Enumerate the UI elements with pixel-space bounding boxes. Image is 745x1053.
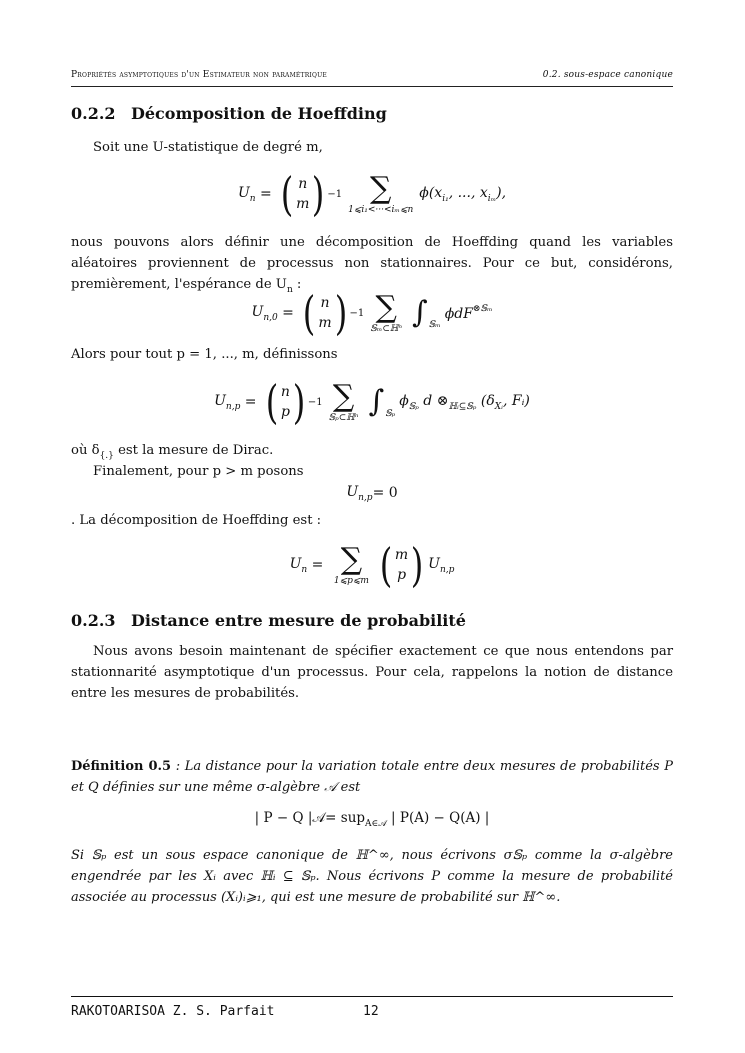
eq2-integral: ∫ 𝕊ₘ — [412, 295, 441, 330]
footer-author: RAKOTOARISOA Z. S. Parfait — [71, 1004, 275, 1019]
page-number: 12 — [363, 1004, 379, 1019]
eq4-lhs: $U_{n,p}$ — [346, 483, 373, 503]
eq3-lhs: $U_{n,p}$ — [214, 392, 241, 412]
paragraph-stationarity: Nous avons besoin maintenant de spécifier exactement ce que nous entendons par stationnarité asymptotique d'un processus. Pour cela, rappelons la notion de distance entre les mesures de probabilités. — [71, 644, 673, 701]
section-title: Distance entre mesure de probabilité — [131, 611, 466, 630]
eq2-sum: ∑ 𝕊ₘ⊂ℍⁿ — [370, 289, 403, 334]
eq2-exponent: −1 — [349, 307, 365, 319]
paragraph-dirac: où $\delta_{\{.\}}$ est la mesure de Dirac. — [71, 443, 274, 461]
paragraph-finally: Finalement, pour p > m posons — [93, 464, 304, 479]
running-header — [71, 70, 673, 87]
paragraph-decomposition: . La décomposition de Hoeffding est : — [71, 513, 322, 528]
paragraph-for-all-p: Alors pour tout p = 1, ..., m, définissons — [71, 347, 338, 362]
equation-un0: $U_{n,0}$ = ( n m ) −1 ∑ 𝕊ₘ⊂ℍⁿ ∫ 𝕊ₘ ϕdF$^{\otimes 𝕊_m}$ — [251, 286, 493, 340]
header-section: 0.2. sous-espace canonique — [542, 70, 673, 80]
section-number: 0.2.3 — [71, 611, 116, 630]
tv-formula: | P − Q |𝒜= sup$_{A\in 𝒜}$ | P(A) − Q(A) | — [254, 809, 490, 829]
eq5-binomial: ( m p ) — [379, 538, 424, 592]
eq1-exponent: −1 — [327, 188, 343, 200]
section-heading-distance — [71, 611, 466, 630]
equation-unp-zero — [71, 482, 673, 504]
eq3-binomial: ( n p ) — [265, 375, 306, 429]
equation-decomposition: $U_n$ = ∑ 1⩽p⩽m ( m p ) $U_{n,p}$ — [289, 538, 455, 592]
definition-label: Définition 0.5 — [71, 759, 172, 774]
eq3-term: $\phi_{𝕊_p}$ d $\otimes_{ℍᵢ⊆𝕊_p}$ ($\delta_{Xᵢ}$, Fᵢ) — [399, 392, 530, 412]
eq3-sum: ∑ 𝕊ₚ⊂ℍⁿ — [328, 378, 359, 423]
section-number: 0.2.2 — [71, 104, 116, 123]
eq2-lhs: $U_{n,0}$ — [251, 303, 278, 323]
eq2-binomial: ( n m ) — [303, 286, 347, 340]
eq1-sum: ∑ 1⩽i₁<···<iₘ⩽n — [348, 170, 414, 215]
section-title: Décomposition de Hoeffding — [131, 104, 387, 123]
eq2-term: ϕdF$^{\otimes 𝕊_m}$ — [444, 304, 493, 322]
equation-u-statistic: $U_n$ = ( n m ) −1 ∑ 1⩽i₁<···<iₘ⩽n $\phi(x_{i_1}$, ..., $x_{i_m}$), — [237, 167, 507, 221]
eq1-term: $\phi(x_{i_1}$, ..., $x_{i_m}$), — [419, 184, 507, 204]
header-title: Propriétés asymptotiques d'un Estimateur non paramétrique — [71, 70, 327, 80]
eq3-integral: ∫ 𝕊ₚ — [368, 384, 396, 419]
eq5-lhs: $U_n$ — [289, 555, 308, 575]
eq3-exponent: −1 — [307, 396, 323, 408]
section-heading-hoeffding — [71, 104, 387, 123]
equation-unp: $U_{n,p}$ = ( n p ) −1 ∑ 𝕊ₚ⊂ℍⁿ ∫ 𝕊ₚ $\phi_{𝕊_p}$ d $\otimes_{ℍᵢ⊆𝕊_p}$ ($\delta_{Xᵢ}$, Fᵢ) — [214, 375, 530, 429]
eq5-term: $U_{n,p}$ — [428, 555, 455, 575]
definition-block — [71, 756, 673, 798]
paragraph-hoeffding-def: nous pouvons alors définir une décomposition de Hoeffding quand les variables aléatoires proviennent de processus non stationnaires. Pour ce but, considérons, premièrement, l'espérance de $U_n$ : — [71, 235, 673, 295]
eq4-rhs: = 0 — [372, 485, 398, 501]
definition-text: : La distance pour la variation totale entre deux mesures de probabilités P et Q définies sur une même σ-algèbre 𝒜 est — [71, 759, 673, 795]
equation-total-variation — [71, 808, 673, 830]
footer-rule — [71, 996, 673, 997]
paragraph-intro: Soit une U-statistique de degré m, — [93, 140, 323, 155]
eq1-binomial: ( n m ) — [280, 167, 325, 221]
eq5-sum: ∑ 1⩽p⩽m — [333, 541, 369, 586]
eq1-lhs: $U_n$ — [237, 184, 256, 204]
page — [71, 0, 673, 1053]
definition-after-text: Si 𝕊ₚ est un sous espace canonique de ℍ^∞, nous écrivons σ𝕊ₚ comme la σ-algèbre engendrée par les Xᵢ avec ℍᵢ ⊆ 𝕊ₚ. Nous écrivons P comme la mesure de probabilité associée au processus (Xᵢ)ᵢ⩾₁, qui est une mesure de probabilité sur ℍ^∞. — [71, 848, 673, 905]
